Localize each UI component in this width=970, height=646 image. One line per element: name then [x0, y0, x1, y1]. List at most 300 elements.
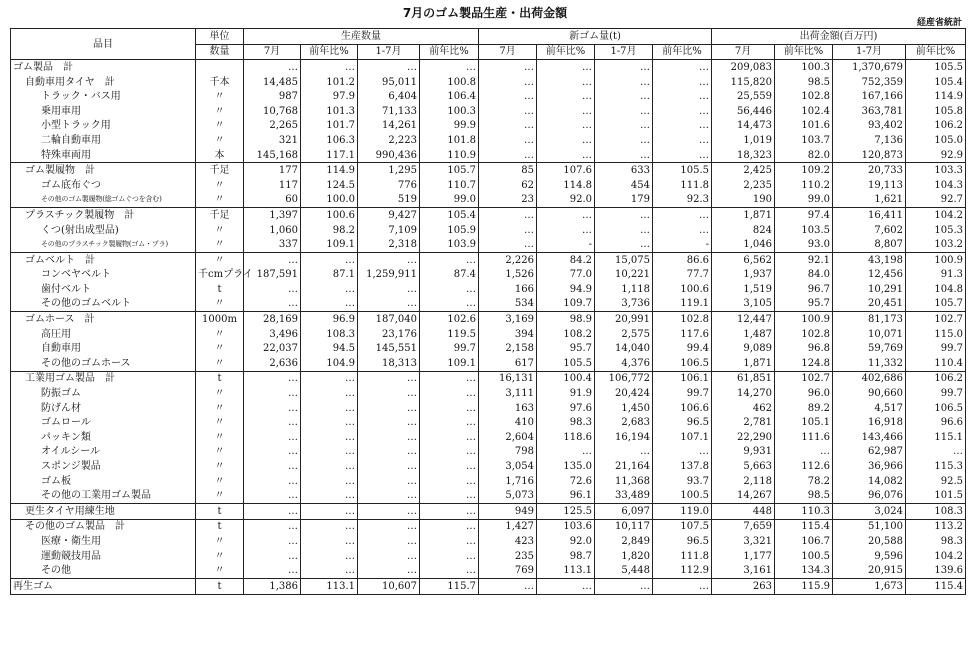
- value-cell: 110.3: [775, 504, 833, 520]
- value-cell: 62: [479, 178, 537, 193]
- item-name: くつ(射出成型品): [11, 223, 196, 238]
- value-cell: …: [537, 60, 595, 75]
- value-cell: 990,436: [358, 148, 420, 163]
- value-cell: 62,987: [833, 445, 906, 460]
- value-cell: 90,660: [833, 386, 906, 401]
- value-cell: 7,659: [712, 519, 775, 534]
- value-cell: …: [653, 208, 712, 223]
- value-cell: 91.9: [537, 386, 595, 401]
- item-name: 運動競技用品: [11, 549, 196, 564]
- table-row: [11, 445, 966, 460]
- value-cell: 11,368: [595, 474, 653, 489]
- value-cell: 6,097: [595, 504, 653, 520]
- value-cell: …: [479, 208, 537, 223]
- unit-cell: 〃: [196, 133, 244, 148]
- value-cell: 97.6: [537, 401, 595, 416]
- value-cell: 92.1: [775, 252, 833, 267]
- value-cell: 115.4: [775, 519, 833, 534]
- unit-cell: 〃: [196, 488, 244, 503]
- value-cell: 115.3: [906, 459, 966, 474]
- item-name: 自動車用: [11, 341, 196, 356]
- value-cell: 22,037: [244, 341, 301, 356]
- value-cell: 107.5: [653, 519, 712, 534]
- value-cell: 99.0: [420, 193, 479, 208]
- value-cell: 20,991: [595, 312, 653, 327]
- table-row: [11, 488, 966, 503]
- value-cell: -: [653, 237, 712, 252]
- value-cell: 6,562: [712, 252, 775, 267]
- item-name: 防振ゴム: [11, 386, 196, 401]
- value-cell: 2,683: [595, 415, 653, 430]
- value-cell: …: [420, 386, 479, 401]
- item-name: ゴムロール: [11, 415, 196, 430]
- unit-cell: 〃: [196, 534, 244, 549]
- unit-cell: 〃: [196, 237, 244, 252]
- value-cell: 100.4: [537, 371, 595, 386]
- value-cell: 113.1: [301, 578, 358, 594]
- value-cell: …: [244, 430, 301, 445]
- value-cell: 824: [712, 223, 775, 238]
- value-cell: 89.2: [775, 401, 833, 416]
- item-name: 歯付ベルト: [11, 282, 196, 297]
- value-cell: …: [479, 133, 537, 148]
- value-cell: …: [653, 133, 712, 148]
- header-row-1: [11, 29, 966, 45]
- value-cell: 96.1: [537, 488, 595, 503]
- value-cell: 105.9: [420, 223, 479, 238]
- table-row: [11, 252, 966, 267]
- value-cell: 96.7: [775, 282, 833, 297]
- value-cell: 105.5: [537, 356, 595, 371]
- value-cell: 1,397: [244, 208, 301, 223]
- table-row: [11, 386, 966, 401]
- value-cell: 2,223: [358, 133, 420, 148]
- value-cell: …: [244, 415, 301, 430]
- unit-cell: 〃: [196, 119, 244, 134]
- value-cell: …: [537, 104, 595, 119]
- table-row: [11, 133, 966, 148]
- value-cell: …: [537, 148, 595, 163]
- unit-cell: [196, 60, 244, 75]
- value-cell: 117: [244, 178, 301, 193]
- value-cell: …: [479, 119, 537, 134]
- value-cell: 9,427: [358, 208, 420, 223]
- value-cell: …: [479, 104, 537, 119]
- value-cell: …: [775, 445, 833, 460]
- value-cell: …: [244, 60, 301, 75]
- value-cell: …: [537, 445, 595, 460]
- value-cell: …: [420, 415, 479, 430]
- unit-cell: 〃: [196, 327, 244, 342]
- value-cell: 3,496: [244, 327, 301, 342]
- value-cell: 107.1: [653, 430, 712, 445]
- value-cell: 119.1: [653, 297, 712, 312]
- value-cell: …: [420, 534, 479, 549]
- header-sub: 前年比%: [653, 44, 712, 60]
- header-sub: 前年比%: [906, 44, 966, 60]
- value-cell: 111.8: [653, 178, 712, 193]
- value-cell: 98.5: [775, 75, 833, 90]
- value-cell: …: [301, 415, 358, 430]
- value-cell: 96.5: [653, 415, 712, 430]
- value-cell: …: [244, 549, 301, 564]
- unit-cell: 1000m: [196, 312, 244, 327]
- value-cell: …: [420, 297, 479, 312]
- table-row: [11, 237, 966, 252]
- value-cell: 111.8: [653, 549, 712, 564]
- value-cell: 119.5: [420, 327, 479, 342]
- value-cell: 134.3: [775, 563, 833, 578]
- value-cell: …: [420, 519, 479, 534]
- value-cell: 3,321: [712, 534, 775, 549]
- value-cell: 19,113: [833, 178, 906, 193]
- item-name: 二輪自動車用: [11, 133, 196, 148]
- unit-cell: t: [196, 282, 244, 297]
- value-cell: 14,040: [595, 341, 653, 356]
- item-name: その他のプラスチック製履物(ゴム・プラ): [11, 237, 196, 252]
- value-cell: 99.7: [906, 341, 966, 356]
- value-cell: …: [420, 430, 479, 445]
- value-cell: 190: [712, 193, 775, 208]
- table-row: [11, 119, 966, 134]
- unit-cell: 〃: [196, 445, 244, 460]
- value-cell: 119.0: [653, 504, 712, 520]
- value-cell: 20,424: [595, 386, 653, 401]
- value-cell: …: [537, 75, 595, 90]
- value-cell: 2,636: [244, 356, 301, 371]
- value-cell: 118.6: [537, 430, 595, 445]
- value-cell: 179: [595, 193, 653, 208]
- value-cell: 112.6: [775, 459, 833, 474]
- table-row: [11, 401, 966, 416]
- value-cell: 98.7: [537, 549, 595, 564]
- value-cell: 109.7: [537, 297, 595, 312]
- value-cell: 98.2: [301, 223, 358, 238]
- value-cell: 20,915: [833, 563, 906, 578]
- value-cell: 60: [244, 193, 301, 208]
- value-cell: …: [420, 504, 479, 520]
- header-sub: 7月: [244, 44, 301, 60]
- item-name: その他のゴム製品 計: [11, 519, 196, 534]
- value-cell: 110.4: [906, 356, 966, 371]
- value-cell: …: [479, 60, 537, 75]
- value-cell: 321: [244, 133, 301, 148]
- value-cell: 115.0: [906, 327, 966, 342]
- header-sub: 7月: [479, 44, 537, 60]
- value-cell: 100.9: [775, 312, 833, 327]
- value-cell: …: [301, 401, 358, 416]
- table-row: [11, 474, 966, 489]
- unit-cell: 千足: [196, 163, 244, 178]
- value-cell: …: [244, 459, 301, 474]
- value-cell: …: [244, 371, 301, 386]
- value-cell: 5,663: [712, 459, 775, 474]
- value-cell: …: [420, 459, 479, 474]
- value-cell: 987: [244, 89, 301, 104]
- value-cell: …: [358, 282, 420, 297]
- value-cell: 98.9: [537, 312, 595, 327]
- unit-cell: 〃: [196, 341, 244, 356]
- value-cell: 1,621: [833, 193, 906, 208]
- value-cell: …: [537, 119, 595, 134]
- unit-cell: 千本: [196, 75, 244, 90]
- value-cell: …: [244, 488, 301, 503]
- value-cell: 113.2: [906, 519, 966, 534]
- header-sub: 前年比%: [420, 44, 479, 60]
- value-cell: 87.1: [301, 268, 358, 283]
- value-cell: 102.8: [775, 327, 833, 342]
- value-cell: 107.6: [537, 163, 595, 178]
- value-cell: …: [301, 282, 358, 297]
- value-cell: 423: [479, 534, 537, 549]
- table-row: [11, 282, 966, 297]
- value-cell: 109.1: [301, 237, 358, 252]
- value-cell: 101.6: [775, 119, 833, 134]
- value-cell: 100.0: [301, 193, 358, 208]
- unit-cell: 〃: [196, 474, 244, 489]
- value-cell: 166: [479, 282, 537, 297]
- value-cell: …: [653, 75, 712, 90]
- value-cell: 769: [479, 563, 537, 578]
- value-cell: 11,332: [833, 356, 906, 371]
- value-cell: 263: [712, 578, 775, 594]
- item-name: 乗用車用: [11, 104, 196, 119]
- value-cell: 85: [479, 163, 537, 178]
- value-cell: …: [358, 60, 420, 75]
- value-cell: …: [595, 119, 653, 134]
- value-cell: …: [479, 148, 537, 163]
- item-name: 再生ゴム: [11, 578, 196, 594]
- value-cell: 103.6: [537, 519, 595, 534]
- value-cell: 187,040: [358, 312, 420, 327]
- value-cell: 798: [479, 445, 537, 460]
- value-cell: 94.9: [537, 282, 595, 297]
- value-cell: 115.1: [906, 430, 966, 445]
- value-cell: 113.1: [537, 563, 595, 578]
- value-cell: 8,807: [833, 237, 906, 252]
- value-cell: 209,083: [712, 60, 775, 75]
- value-cell: …: [595, 237, 653, 252]
- value-cell: 1,295: [358, 163, 420, 178]
- value-cell: 7,136: [833, 133, 906, 148]
- value-cell: 104.8: [906, 282, 966, 297]
- value-cell: 101.7: [301, 119, 358, 134]
- item-name: ゴム底布ぐつ: [11, 178, 196, 193]
- item-name: ゴム板: [11, 474, 196, 489]
- item-name: コンベヤベルト: [11, 268, 196, 283]
- value-cell: 82.0: [775, 148, 833, 163]
- value-cell: 10,117: [595, 519, 653, 534]
- value-cell: -: [537, 237, 595, 252]
- value-cell: 99.7: [906, 386, 966, 401]
- value-cell: 633: [595, 163, 653, 178]
- value-cell: 100.6: [301, 208, 358, 223]
- item-name: 工業用ゴム製品 計: [11, 371, 196, 386]
- value-cell: 137.8: [653, 459, 712, 474]
- value-cell: …: [653, 60, 712, 75]
- unit-cell: 〃: [196, 459, 244, 474]
- item-name: オイルシール: [11, 445, 196, 460]
- page-title: 7月のゴム製品生産・出荷金額: [402, 6, 568, 20]
- value-cell: …: [244, 252, 301, 267]
- value-cell: …: [301, 430, 358, 445]
- value-cell: 1,871: [712, 208, 775, 223]
- value-cell: 1,519: [712, 282, 775, 297]
- value-cell: 3,111: [479, 386, 537, 401]
- value-cell: …: [358, 534, 420, 549]
- item-name: その他のゴム製履物(総ゴムぐつを含む): [11, 193, 196, 208]
- unit-cell: 〃: [196, 401, 244, 416]
- value-cell: …: [301, 371, 358, 386]
- table-row: [11, 341, 966, 356]
- value-cell: 95,011: [358, 75, 420, 90]
- value-cell: …: [301, 534, 358, 549]
- value-cell: 103.3: [906, 163, 966, 178]
- value-cell: 12,447: [712, 312, 775, 327]
- header-sub: 7月: [712, 44, 775, 60]
- item-name: パッキン類: [11, 430, 196, 445]
- value-cell: …: [358, 252, 420, 267]
- unit-cell: 〃: [196, 386, 244, 401]
- value-cell: 100.9: [906, 252, 966, 267]
- value-cell: …: [244, 386, 301, 401]
- value-cell: …: [244, 445, 301, 460]
- item-name: 防げん材: [11, 401, 196, 416]
- value-cell: …: [358, 297, 420, 312]
- value-cell: 1,716: [479, 474, 537, 489]
- value-cell: 114.8: [537, 178, 595, 193]
- value-cell: 23: [479, 193, 537, 208]
- value-cell: 187,591: [244, 268, 301, 283]
- value-cell: …: [595, 104, 653, 119]
- item-name: その他: [11, 563, 196, 578]
- value-cell: 96.6: [906, 415, 966, 430]
- value-cell: …: [537, 133, 595, 148]
- unit-cell: 〃: [196, 415, 244, 430]
- value-cell: 97.9: [301, 89, 358, 104]
- value-cell: …: [420, 60, 479, 75]
- value-cell: …: [244, 297, 301, 312]
- value-cell: 77.0: [537, 268, 595, 283]
- value-cell: 96,076: [833, 488, 906, 503]
- value-cell: 14,270: [712, 386, 775, 401]
- value-cell: 20,451: [833, 297, 906, 312]
- value-cell: 71,133: [358, 104, 420, 119]
- value-cell: 2,118: [712, 474, 775, 489]
- value-cell: 109.2: [775, 163, 833, 178]
- value-cell: 448: [712, 504, 775, 520]
- value-cell: 100.5: [653, 488, 712, 503]
- value-cell: 16,194: [595, 430, 653, 445]
- value-cell: …: [595, 133, 653, 148]
- value-cell: 135.0: [537, 459, 595, 474]
- value-cell: 10,071: [833, 327, 906, 342]
- value-cell: 96.8: [775, 341, 833, 356]
- header-sub: 1-7月: [833, 44, 906, 60]
- value-cell: 5,073: [479, 488, 537, 503]
- header-sub: 1-7月: [595, 44, 653, 60]
- value-cell: 394: [479, 327, 537, 342]
- value-cell: 9,089: [712, 341, 775, 356]
- value-cell: 105.5: [653, 163, 712, 178]
- value-cell: …: [301, 519, 358, 534]
- value-cell: 59,769: [833, 341, 906, 356]
- value-cell: 1,673: [833, 578, 906, 594]
- value-cell: 10,607: [358, 578, 420, 594]
- value-cell: 92.0: [537, 193, 595, 208]
- value-cell: 7,602: [833, 223, 906, 238]
- value-cell: 106.2: [906, 371, 966, 386]
- value-cell: 14,082: [833, 474, 906, 489]
- unit-cell: t: [196, 371, 244, 386]
- value-cell: 117.6: [653, 327, 712, 342]
- value-cell: 105.7: [906, 297, 966, 312]
- table-row: [11, 75, 966, 90]
- value-cell: 92.3: [653, 193, 712, 208]
- item-name: 特殊車両用: [11, 148, 196, 163]
- table-row: [11, 178, 966, 193]
- value-cell: 2,265: [244, 119, 301, 134]
- table-row: [11, 430, 966, 445]
- value-cell: 84.2: [537, 252, 595, 267]
- value-cell: 106.4: [420, 89, 479, 104]
- unit-cell: 〃: [196, 178, 244, 193]
- value-cell: 104.9: [301, 356, 358, 371]
- value-cell: 81,173: [833, 312, 906, 327]
- value-cell: 99.7: [653, 386, 712, 401]
- value-cell: 95.7: [775, 297, 833, 312]
- value-cell: 110.9: [420, 148, 479, 163]
- unit-cell: 千足: [196, 208, 244, 223]
- value-cell: 2,604: [479, 430, 537, 445]
- value-cell: 100.3: [420, 104, 479, 119]
- value-cell: 163: [479, 401, 537, 416]
- value-cell: 28,169: [244, 312, 301, 327]
- value-cell: 1,386: [244, 578, 301, 594]
- value-cell: 2,781: [712, 415, 775, 430]
- value-cell: 776: [358, 178, 420, 193]
- value-cell: 106,772: [595, 371, 653, 386]
- value-cell: …: [595, 75, 653, 90]
- value-cell: 99.0: [775, 193, 833, 208]
- table-row: [11, 356, 966, 371]
- value-cell: 110.7: [420, 178, 479, 193]
- value-cell: …: [358, 445, 420, 460]
- value-cell: …: [906, 445, 966, 460]
- value-cell: …: [244, 474, 301, 489]
- value-cell: 91.3: [906, 268, 966, 283]
- value-cell: …: [595, 445, 653, 460]
- value-cell: 110.2: [775, 178, 833, 193]
- header-production: 生産数量: [244, 29, 479, 45]
- value-cell: 100.6: [653, 282, 712, 297]
- value-cell: 2,235: [712, 178, 775, 193]
- value-cell: 101.5: [906, 488, 966, 503]
- value-cell: 462: [712, 401, 775, 416]
- value-cell: 101.2: [301, 75, 358, 90]
- value-cell: 105.0: [906, 133, 966, 148]
- value-cell: 114.9: [906, 89, 966, 104]
- value-cell: …: [358, 415, 420, 430]
- value-cell: 145,168: [244, 148, 301, 163]
- value-cell: …: [244, 563, 301, 578]
- value-cell: 2,226: [479, 252, 537, 267]
- value-cell: …: [358, 504, 420, 520]
- header-item: 品目: [11, 29, 196, 60]
- value-cell: 98.5: [775, 488, 833, 503]
- item-name: ゴム製品 計: [11, 60, 196, 75]
- value-cell: 92.7: [906, 193, 966, 208]
